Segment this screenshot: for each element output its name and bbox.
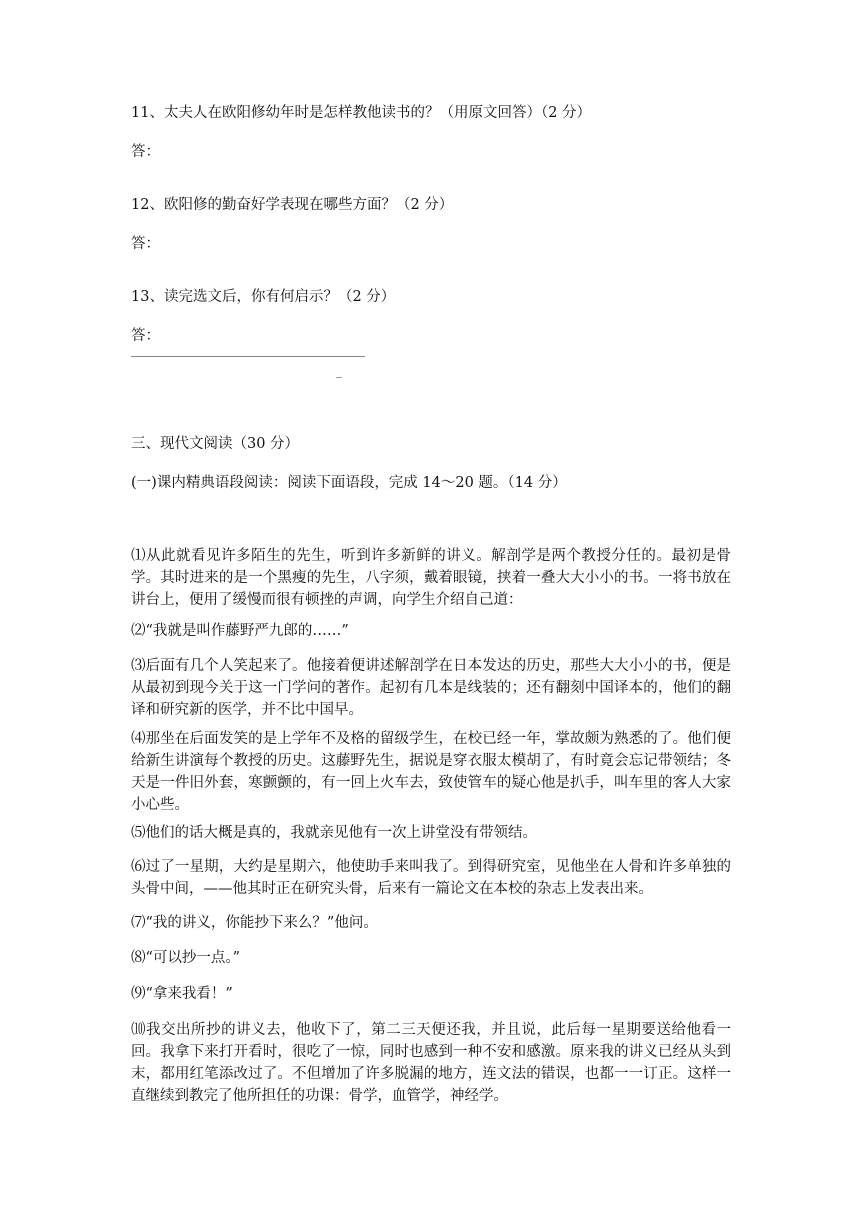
paragraph-2: ⑵“我就是叫作藤野严九郎的……” [131,623,349,639]
paragraph-1: ⑴从此就看见许多陌生的先生，听到许多新鲜的讲义。解剖学是两个教授分任的。最初是骨学。其时进来的是一个黑瘦的先生，八字须，戴着眼镜，挟着一叠大大小小的书。一将书放在讲台上，便用了缓慢而很有顿挫的声调，向学生介绍自己道： [131,548,731,608]
paragraph-8: ⑻“可以抄一点。” [131,950,241,966]
section-subtitle: (一)课内精典语段阅读：阅读下面语段，完成 14～20 题。（14 分） [131,475,567,491]
paragraph-3: ⑶后面有几个人笑起来了。他接着便讲述解剖学在日本发达的历史，那些大大小小的书，便是从最初到现今关于这一门学问的著作。起初有几本是线装的；还有翻刻中国译本的，他们的翻译和研究新的医学，并不比中国早。 [131,658,731,718]
underline-mark: _ [336,364,342,378]
section-title: 三、现代文阅读（30 分） [131,436,300,452]
paragraph-4: ⑷那坐在后面发笑的是上学年不及格的留级学生，在校已经一年，掌故颇为熟悉的了。他们便给新生讲演每个教授的历史。这藤野先生，据说是穿衣服太模胡了，有时竟会忘记带领结；冬天是一件旧外套，寒颤颤的，有一回上火车去，致使管车的疑心他是扒手，叫车里的客人大家小心些。 [131,731,731,813]
paragraph-10: ⑽我交出所抄的讲义去，他收下了，第二三天便还我，并且说，此后每一星期要送给他看一回。我拿下来打开看时，很吃了一惊，同时也感到一种不安和感激。原来我的讲义已经从头到末，都用红笔添改过了。不但增加了许多脱漏的地方，连文法的错误，也都一一订正。这样一直继续到教完了他所担任的功课：骨学，血管学，神经学。 [131,1022,731,1104]
answer-label-13: 答： [131,328,160,344]
paragraph-7: ⑺“我的讲义，你能抄下来么？”他问。 [131,915,378,931]
question-12: 12、欧阳修的勤奋好学表现在哪些方面？（2 分） [131,197,454,213]
answer-label-11: 答： [131,144,160,160]
question-13: 13、读完选文后，你有何启示？（2 分） [131,289,396,305]
question-11: 11、太夫人在欧阳修幼年时是怎样教他读书的？（用原文回答）（2 分） [131,105,592,121]
paragraph-6: ⑹过了一星期，大约是星期六，他使助手来叫我了。到得研究室，见他坐在人骨和许多单独的头骨中间，——他其时正在研究头骨，后来有一篇论文在本校的杂志上发表出来。 [131,859,731,897]
paragraph-9: ⑼“拿来我看！” [131,986,233,1002]
paragraph-5: ⑸他们的话大概是真的，我就亲见他有一次上讲堂没有带领结。 [131,825,537,841]
answer-label-12: 答： [131,236,160,252]
answer-underline [131,356,365,357]
